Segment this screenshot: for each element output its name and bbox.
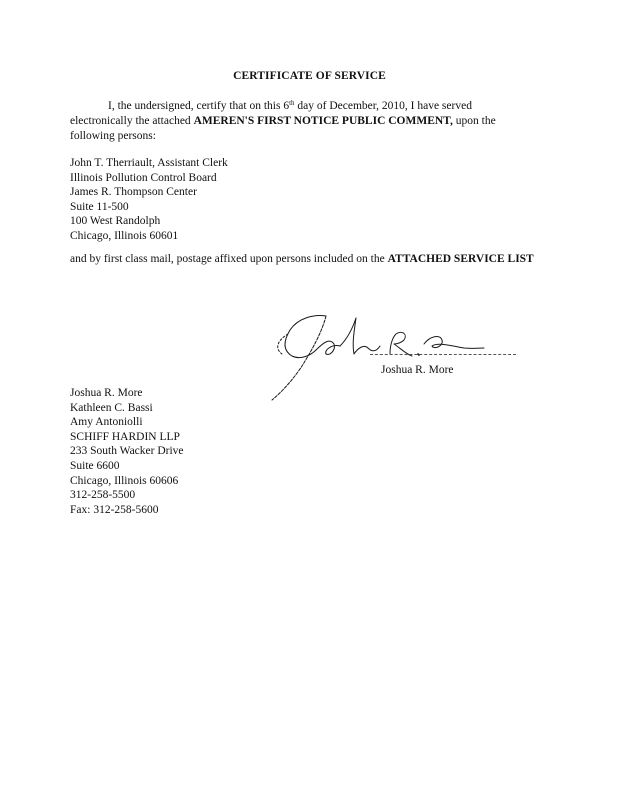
firm-contact-block [70,386,184,517]
service-text: and by first class mail, postage affixed upon persons included on the [70,253,388,265]
recipient-address-line: James R. Thompson Center [70,186,197,199]
recipient-address-line: 100 West Randolph [70,215,161,228]
certification-text-2: day of December, 2010, I have served electronically the attached [70,100,472,127]
firm-contact-line: 233 South Wacker Drive [70,445,184,458]
recipient-address-line: John T. Therriault, Assistant Clerk [70,157,228,169]
handwritten-signature [268,310,518,405]
recipient-address-block [70,156,228,244]
recipient-address-line: Suite 11-500 [70,200,129,213]
firm-contact-line: Chicago, Illinois 60606 [70,474,179,487]
firm-contact-line: Amy Antoniolli [70,416,143,429]
firm-contact-line: Kathleen C. Bassi [70,401,153,414]
firm-contact-line: Fax: 312-258-5600 [70,503,159,516]
firm-contact-line: SCHIFF HARDIN LLP [70,430,180,443]
document-title: CERTIFICATE OF SERVICE [233,70,386,82]
firm-contact-line: Suite 6600 [70,459,120,472]
service-paragraph [70,252,536,267]
signer-name: Joshua R. More [381,364,454,376]
certification-paragraph [70,99,536,144]
firm-contact-line: 312-258-5500 [70,489,136,502]
service-list-reference: ATTACHED SERVICE LIST [387,253,534,265]
firm-contact-line: Joshua R. More [70,387,143,399]
ordinal-suffix: th [289,99,295,107]
recipient-address-line: Chicago, Illinois 60601 [70,229,179,242]
certification-text-1: I, the undersigned, certify that on this 6 [108,100,290,112]
signature-line [370,354,516,355]
recipient-address-line: Illinois Pollution Control Board [70,171,217,184]
certification-text-3: upon the following persons: [70,115,496,142]
served-document-name: AMEREN'S FIRST NOTICE PUBLIC COMMENT, [193,115,453,127]
